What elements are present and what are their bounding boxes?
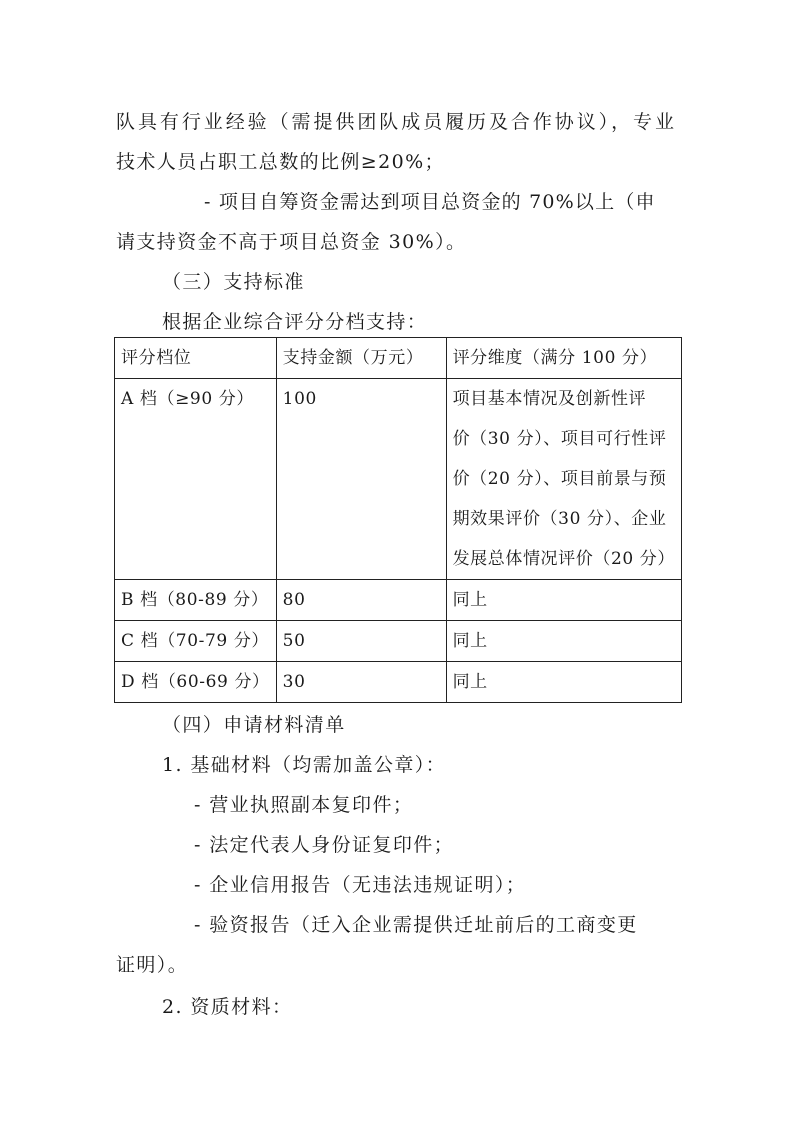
dimension-cell: 同上 — [446, 621, 681, 662]
tier-cell: A 档（≥90 分） — [115, 379, 277, 580]
table-row — [115, 580, 682, 621]
list-item-continuation: 证明）。 — [116, 954, 189, 976]
tier-cell: D 档（60-69 分） — [115, 662, 277, 703]
section-heading-materials: （四）申请材料清单 — [162, 714, 346, 736]
list-item: - 验资报告（迁入企业需提供迁址前后的工商变更 — [194, 914, 638, 936]
table-header-row — [115, 338, 682, 379]
tier-cell: C 档（70-79 分） — [115, 621, 277, 662]
list-item: - 法定代表人身份证复印件； — [194, 834, 455, 856]
table-row — [115, 379, 682, 580]
dimension-line: 价（30 分）、项目可行性评 — [452, 429, 667, 449]
body-text-line: 队具有行业经验（需提供团队成员履历及合作协议），专业 — [116, 111, 674, 133]
table-header-cell: 评分档位 — [115, 338, 277, 379]
body-text-line: 技术人员占职工总数的比例≥20%； — [116, 151, 445, 173]
tier-cell: B 档（80-89 分） — [115, 580, 277, 621]
scoring-table — [114, 337, 682, 703]
list-heading-basic: 1. 基础材料（均需加盖公章）： — [162, 754, 447, 776]
dimension-line: 价（20 分）、项目前景与预 — [452, 469, 667, 489]
list-item: - 企业信用报告（无违法违规证明）； — [194, 874, 527, 896]
dimension-cell: 同上 — [446, 580, 681, 621]
dimension-line: 期效果评价（30 分）、企业 — [452, 509, 667, 529]
section-heading-support-standard: （三）支持标准 — [162, 271, 305, 293]
dimension-cell: 同上 — [446, 662, 681, 703]
table-row — [115, 662, 682, 703]
bullet-self-funding: - 项目自筹资金需达到项目总资金的 70%以上（申 — [204, 191, 656, 213]
body-text-line: 请支持资金不高于项目总资金 30%）。 — [116, 231, 467, 253]
dimension-line: 发展总体情况评价（20 分） — [452, 549, 675, 569]
amount-cell: 30 — [276, 662, 446, 703]
dimension-cell — [446, 379, 681, 580]
table-header-cell: 评分维度（满分 100 分） — [446, 338, 681, 379]
table-row — [115, 621, 682, 662]
amount-cell: 100 — [276, 379, 446, 580]
table-header-cell: 支持金额（万元） — [276, 338, 446, 379]
amount-cell: 80 — [276, 580, 446, 621]
list-heading-qualification: 2. 资质材料： — [162, 996, 293, 1018]
amount-cell: 50 — [276, 621, 446, 662]
table-intro: 根据企业综合评分分档支持： — [162, 311, 428, 333]
dimension-line: 项目基本情况及创新性评 — [452, 389, 647, 409]
list-item: - 营业执照副本复印件； — [194, 794, 414, 816]
